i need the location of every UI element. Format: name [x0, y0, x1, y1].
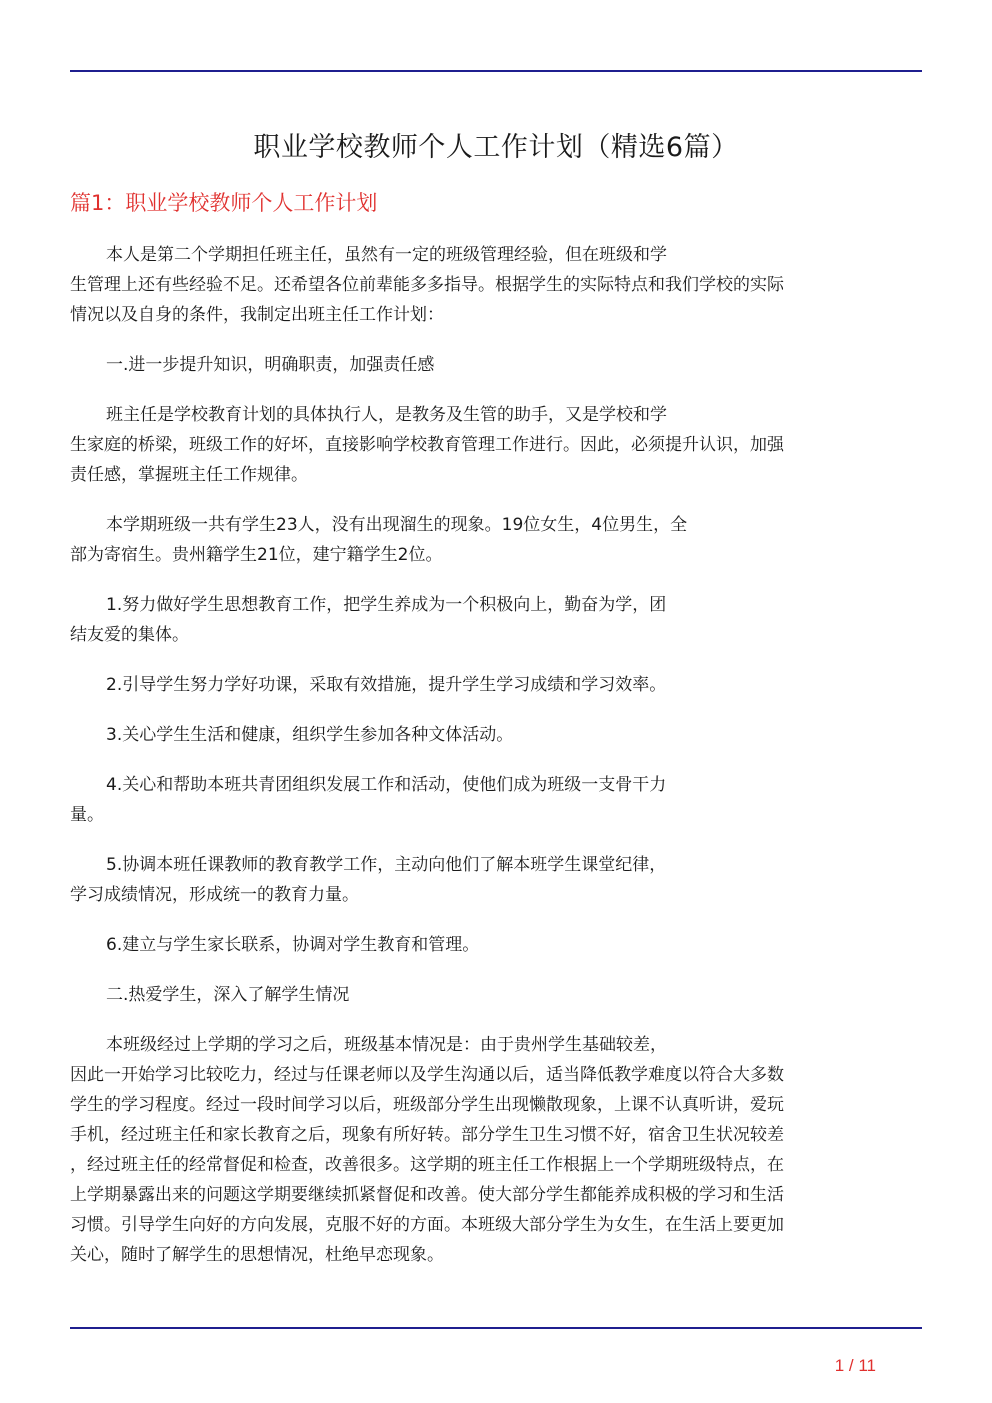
- paragraph-line: 量。: [70, 805, 104, 825]
- paragraph-line: 习惯。引导学生向好的方向发展，克服不好的方面。本班级大部分学生为女生，在生活上要更加: [70, 1215, 784, 1235]
- paragraph-line: 因此一开始学习比较吃力，经过与任课老师以及学生沟通以后，适当降低教学难度以符合大多数: [70, 1065, 784, 1085]
- paragraph-line: 部为寄宿生。贵州籍学生21位，建宁籍学生2位。: [70, 545, 443, 565]
- paragraph: [70, 350, 912, 380]
- document-body: [70, 240, 912, 1290]
- paragraph: [70, 930, 912, 960]
- paragraph-line: 学习成绩情况，形成统一的教育力量。: [70, 885, 359, 905]
- line-text: 二.热爱学生，深入了解学生情况: [106, 985, 350, 1005]
- paragraph-line: 结友爱的集体。: [70, 625, 189, 645]
- paragraph: [70, 720, 912, 750]
- paragraph-line: [70, 720, 912, 750]
- paragraph-line: [70, 590, 912, 620]
- paragraph-line: [70, 400, 912, 430]
- line-text: 一.进一步提升知识，明确职责，加强责任感: [106, 355, 435, 375]
- line-text: 本人是第二个学期担任班主任，虽然有一定的班级管理经验，但在班级和学: [106, 245, 667, 265]
- paragraph-line: [70, 510, 912, 540]
- paragraph: [70, 980, 912, 1010]
- paragraph-line: [70, 850, 912, 880]
- paragraph-line: 手机，经过班主任和家长教育之后，现象有所好转。部分学生卫生习惯不好，宿舍卫生状况较差: [70, 1125, 784, 1145]
- paragraph-line: [70, 980, 912, 1010]
- paragraph-line: 情况以及自身的条件，我制定出班主任工作计划：: [70, 305, 444, 325]
- line-text: 4.关心和帮助本班共青团组织发展工作和活动，使他们成为班级一支骨干力: [106, 775, 667, 795]
- paragraph-line: 生家庭的桥梁，班级工作的好坏，直接影响学校教育管理工作进行。因此，必须提升认识，加强: [70, 435, 784, 455]
- paragraph-line: [70, 770, 912, 800]
- line-text: 6.建立与学生家长联系，协调对学生教育和管理。: [106, 935, 480, 955]
- paragraph-line: [70, 350, 912, 380]
- paragraph-line: [70, 240, 912, 270]
- paragraph-line: [70, 1030, 912, 1060]
- header-divider: [70, 70, 922, 72]
- paragraph-line: 上学期暴露出来的问题这学期要继续抓紧督促和改善。使大部分学生都能养成积极的学习和生活: [70, 1185, 784, 1205]
- line-text: 本学期班级一共有学生23人，没有出现溜生的现象。19位女生，4位男生，全: [106, 515, 688, 535]
- line-text: 1.努力做好学生思想教育工作，把学生养成为一个积极向上，勤奋为学，团: [106, 595, 667, 615]
- line-text: 3.关心学生生活和健康，组织学生参加各种文体活动。: [106, 725, 514, 745]
- paragraph-line: 学生的学习程度。经过一段时间学习以后，班级部分学生出现懒散现象，上课不认真听讲，爱玩: [70, 1095, 784, 1115]
- document-title: 职业学校教师个人工作计划（精选6篇）: [253, 132, 739, 163]
- paragraph-line: 生管理上还有些经验不足。还希望各位前辈能多多指导。根据学生的实际特点和我们学校的实际: [70, 275, 784, 295]
- section-heading: 篇1：职业学校教师个人工作计划: [70, 191, 378, 215]
- paragraph: [70, 850, 912, 910]
- paragraph-line: [70, 670, 912, 700]
- line-text: 本班级经过上学期的学习之后，班级基本情况是：由于贵州学生基础较差，: [106, 1035, 667, 1055]
- footer-divider: [70, 1327, 922, 1329]
- paragraph-line: ，经过班主任的经常督促和检查，改善很多。这学期的班主任工作根据上一个学期班级特点，在: [70, 1155, 784, 1175]
- line-text: 班主任是学校教育计划的具体执行人，是教务及生管的助手，又是学校和学: [106, 405, 667, 425]
- paragraph: [70, 670, 912, 700]
- paragraph-line: 关心，随时了解学生的思想情况，杜绝早恋现象。: [70, 1245, 444, 1265]
- paragraph: [70, 510, 912, 570]
- paragraph-line: 责任感，掌握班主任工作规律。: [70, 465, 308, 485]
- paragraph: [70, 240, 912, 330]
- paragraph: [70, 1030, 912, 1270]
- paragraph-line: [70, 930, 912, 960]
- paragraph: [70, 400, 912, 490]
- paragraph: [70, 590, 912, 650]
- paragraph: [70, 770, 912, 830]
- page-number: 1 / 11: [834, 1356, 876, 1375]
- line-text: 5.协调本班任课教师的教育教学工作，主动向他们了解本班学生课堂纪律，: [106, 855, 667, 875]
- line-text: 2.引导学生努力学好功课，采取有效措施，提升学生学习成绩和学习效率。: [106, 675, 667, 695]
